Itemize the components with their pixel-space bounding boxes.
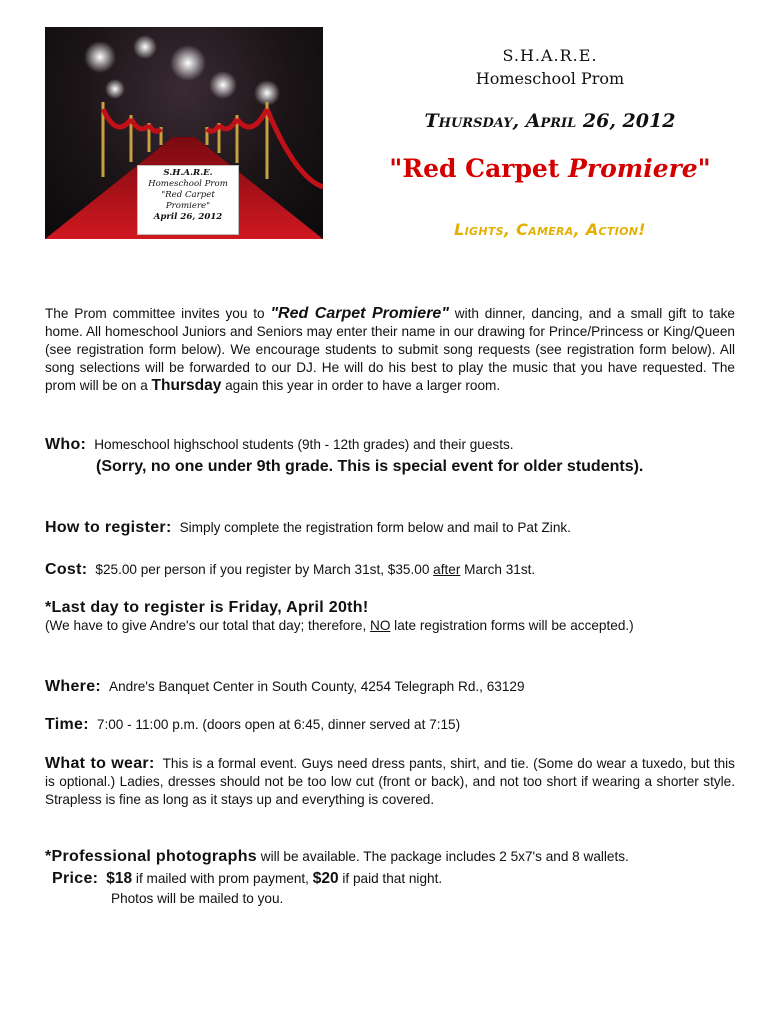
deadline-text-b: late registration forms will be accepted.)	[390, 618, 634, 633]
caption-org: S.H.A.R.E.	[163, 168, 213, 178]
deadline-no: NO	[370, 618, 391, 633]
where-label: Where:	[45, 678, 102, 695]
price-mailed-text: if mailed with prom payment,	[132, 871, 313, 886]
cost-label: Cost:	[45, 561, 88, 578]
deadline-section	[45, 599, 735, 635]
cost-text-a: $25.00 per person if you register by March 31st, $35.00	[95, 562, 434, 577]
photos-section	[45, 848, 735, 866]
who-text: Homeschool highschool students (9th - 12th grades) and their guests.	[94, 437, 514, 452]
time-label: Time:	[45, 716, 89, 733]
image-caption	[137, 165, 239, 235]
cost-section	[45, 561, 735, 579]
cost-text-b: March 31st.	[460, 562, 536, 577]
event-theme	[330, 154, 770, 183]
wear-text: This is a formal event. Guys need dress pants, shirt, and tie. (Some do wear a tuxedo, but this is optional.) Ladies, dresses should not be too low cut (front or back), and not too short if wearing a shorter style. Strapless is fine as long as it stays up and everything is covered.	[45, 756, 735, 807]
intro-paragraph	[45, 305, 735, 395]
price-line	[52, 870, 742, 888]
wear-section	[45, 755, 735, 809]
caption-theme-2: Promiere"	[165, 201, 211, 211]
price-night-text: if paid that night.	[338, 871, 443, 886]
price-mailed: $18	[106, 870, 133, 887]
red-carpet-image	[45, 27, 323, 239]
photos-text: will be available. The package includes 2 5x7's and 8 wallets.	[256, 849, 629, 864]
how-label: How to register:	[45, 519, 172, 536]
caption-theme-1: "Red Carpet	[161, 190, 215, 200]
time-section	[45, 716, 735, 734]
deadline-text-a: (We have to give Andre's our total that day; therefore,	[45, 618, 371, 633]
who-label: Who:	[45, 436, 87, 453]
theme-quote-close: "	[697, 154, 711, 183]
intro-part-2: with dinner, dancing, and a small gift to take home. All homeschool Juniors and Seniors may enter their name in our drawing for Prince/Princess or King/Queen (see registration form below). We encourage students to submit song requests (see registration form below). All song selections will be forwarded to our DJ. He will do his best to play the music that you have requested. The prom will be on a	[45, 306, 735, 393]
theme-italic: Promiere	[568, 154, 698, 183]
caption-subtitle: Homeschool Prom	[148, 179, 228, 189]
photos-label: *Professional photographs	[45, 848, 257, 865]
intro-day: Thursday	[151, 377, 222, 394]
event-date: Thursday, April 26, 2012	[424, 110, 676, 132]
where-text: Andre's Banquet Center in South County, 4254 Telegraph Rd., 63129	[109, 679, 525, 694]
cost-after: after	[433, 562, 461, 577]
caption-date: April 26, 2012	[153, 212, 223, 222]
who-section	[45, 436, 735, 454]
who-note: (Sorry, no one under 9th grade. This is special event for older students).	[96, 458, 644, 475]
theme-main: Red Carpet	[402, 154, 569, 183]
price-label: Price:	[52, 870, 99, 887]
how-text: Simply complete the registration form below and mail to Pat Zink.	[179, 520, 571, 535]
intro-event-name: "Red Carpet Promiere"	[270, 305, 449, 322]
time-text: 7:00 - 11:00 p.m. (doors open at 6:45, dinner served at 7:15)	[96, 717, 461, 732]
theme-quote-open: "	[389, 154, 403, 183]
intro-part-1: The Prom committee invites you to	[45, 306, 271, 321]
org-name: S.H.A.R.E.	[502, 46, 598, 65]
event-subtitle: Homeschool Prom	[475, 69, 625, 88]
wear-label: What to wear:	[45, 755, 155, 772]
price-night: $20	[312, 870, 339, 887]
intro-part-3: again this year in order to have a larger room.	[221, 378, 501, 393]
how-section	[45, 519, 735, 537]
tagline: Lights, Camera, Action!	[454, 220, 646, 239]
deadline-label: *Last day to register is Friday, April 20th!	[45, 599, 369, 616]
where-section	[45, 678, 735, 696]
photos-mailed-note: Photos will be mailed to you.	[111, 891, 284, 906]
